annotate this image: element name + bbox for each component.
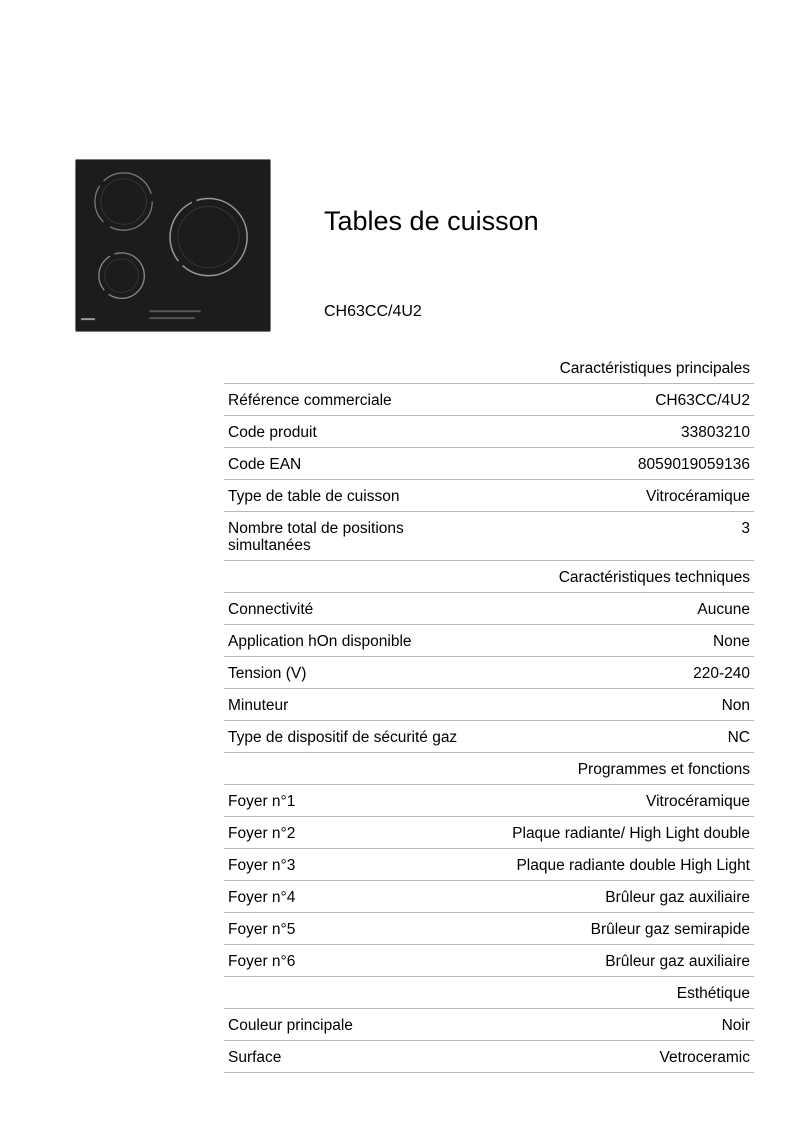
spec-label: Foyer n°1 bbox=[228, 793, 296, 810]
spec-value: Non bbox=[721, 697, 750, 714]
spec-value: Plaque radiante double High Light bbox=[516, 857, 750, 874]
section-header-aesthetics: Esthétique bbox=[224, 977, 754, 1009]
spec-row bbox=[224, 416, 754, 448]
spec-row bbox=[224, 448, 754, 480]
product-image bbox=[75, 159, 271, 332]
section-header-technical: Caractéristiques techniques bbox=[224, 561, 754, 593]
spec-value: 33803210 bbox=[681, 424, 750, 441]
spec-row bbox=[224, 913, 754, 945]
spec-label: Nombre total de positions simultanées bbox=[228, 520, 404, 554]
page-title: Tables de cuisson bbox=[324, 206, 539, 236]
cooktop-illustration bbox=[76, 160, 270, 331]
spec-label: Tension (V) bbox=[228, 665, 307, 682]
spec-label: Surface bbox=[228, 1049, 282, 1066]
spec-value: Vetroceramic bbox=[659, 1049, 750, 1066]
spec-label: Foyer n°5 bbox=[228, 921, 296, 938]
spec-label: Minuteur bbox=[228, 697, 289, 714]
spec-value: Vitrocéramique bbox=[646, 793, 750, 810]
spec-row bbox=[224, 512, 754, 561]
spec-row bbox=[224, 689, 754, 721]
spec-value: Aucune bbox=[697, 601, 750, 618]
spec-table bbox=[224, 352, 754, 1073]
spec-label: Référence commerciale bbox=[228, 392, 392, 409]
spec-label: Foyer n°2 bbox=[228, 825, 296, 842]
spec-label: Type de table de cuisson bbox=[228, 488, 400, 505]
spec-value: NC bbox=[727, 729, 750, 746]
spec-value: Brûleur gaz auxiliaire bbox=[605, 953, 750, 970]
spec-row bbox=[224, 625, 754, 657]
spec-row bbox=[224, 881, 754, 913]
spec-value: Plaque radiante/ High Light double bbox=[512, 825, 750, 842]
spec-value: Vitrocéramique bbox=[646, 488, 750, 505]
section-header-programs: Programmes et fonctions bbox=[224, 753, 754, 785]
model-number: CH63CC/4U2 bbox=[324, 303, 422, 320]
spec-row bbox=[224, 945, 754, 977]
spec-label: Code EAN bbox=[228, 456, 302, 473]
spec-label: Application hOn disponible bbox=[228, 633, 412, 650]
spec-value: 220-240 bbox=[693, 665, 750, 682]
spec-row bbox=[224, 849, 754, 881]
spec-label: Foyer n°6 bbox=[228, 953, 296, 970]
spec-row bbox=[224, 1041, 754, 1073]
spec-row bbox=[224, 817, 754, 849]
spec-label: Code produit bbox=[228, 424, 317, 441]
spec-row bbox=[224, 785, 754, 817]
spec-row bbox=[224, 480, 754, 512]
spec-label: Couleur principale bbox=[228, 1017, 353, 1034]
section-header-main: Caractéristiques principales bbox=[224, 352, 754, 384]
spec-label: Foyer n°3 bbox=[228, 857, 296, 874]
spec-label: Connectivité bbox=[228, 601, 314, 618]
spec-row bbox=[224, 657, 754, 689]
spec-value: None bbox=[712, 633, 750, 650]
spec-value: CH63CC/4U2 bbox=[655, 392, 750, 409]
spec-value: Noir bbox=[721, 1017, 750, 1034]
spec-value: Brûleur gaz auxiliaire bbox=[605, 889, 750, 906]
spec-row bbox=[224, 384, 754, 416]
spec-label: Type de dispositif de sécurité gaz bbox=[228, 729, 458, 746]
spec-row bbox=[224, 721, 754, 753]
spec-value: 3 bbox=[741, 520, 750, 537]
spec-value: 8059019059136 bbox=[637, 456, 750, 473]
spec-label: Foyer n°4 bbox=[228, 889, 296, 906]
spec-row bbox=[224, 1009, 754, 1041]
spec-value: Brûleur gaz semirapide bbox=[590, 921, 750, 938]
spec-row bbox=[224, 593, 754, 625]
